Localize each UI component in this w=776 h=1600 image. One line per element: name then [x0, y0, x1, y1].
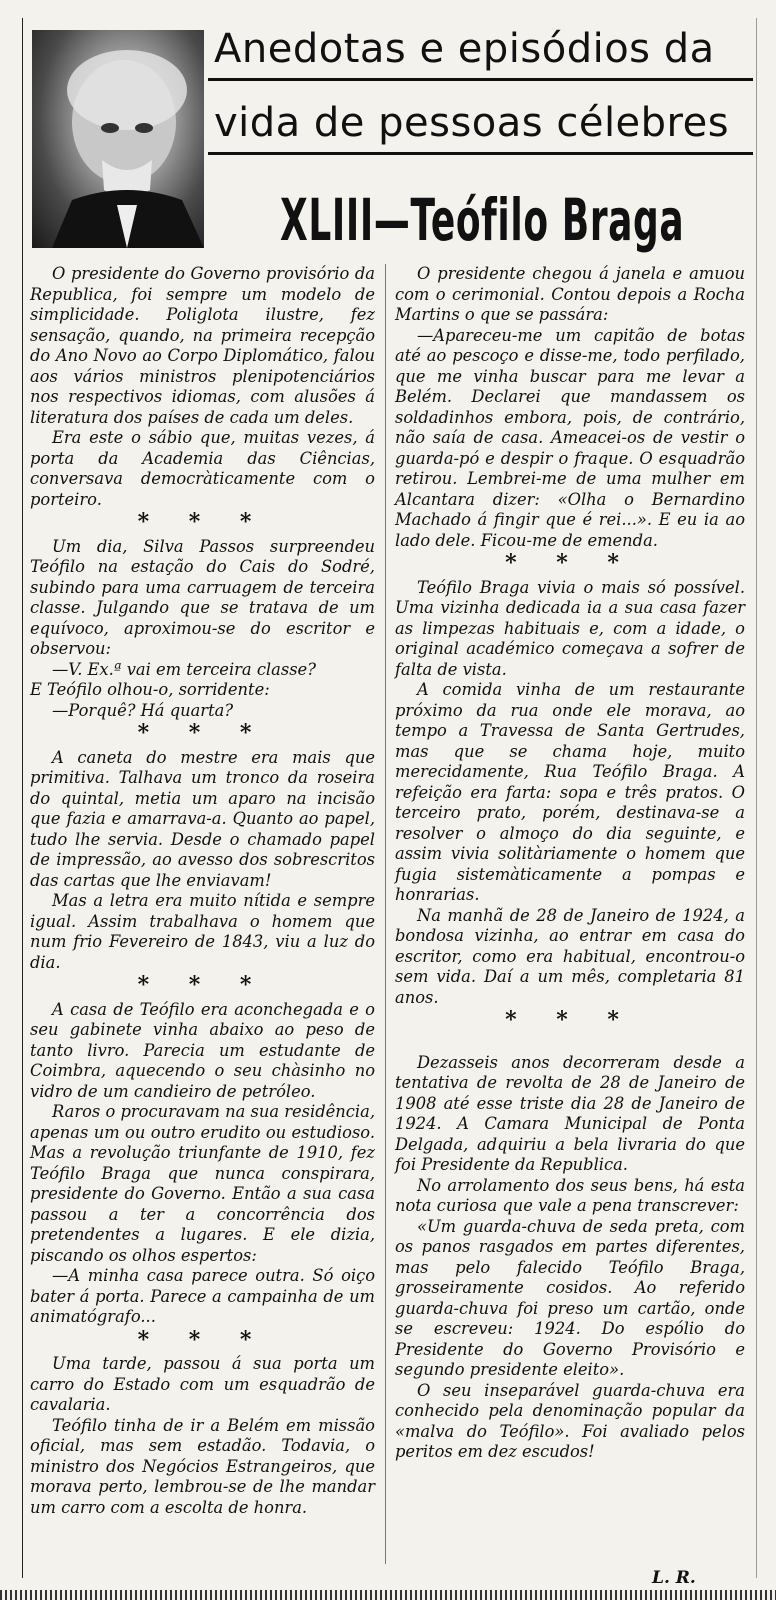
section-separator: * * * — [137, 509, 268, 535]
section-separator: * * * — [137, 720, 268, 746]
paragraph: Dezasseis anos decorreram desde a tentativa de revolta de 28 de Janeiro de 1908 até esse triste dia 28 de Janeiro de 1924. A Camara Municipal de Ponta Delgada, adquiriu a bela livraria do que foi Presidente da Republica. — [395, 1052, 745, 1174]
section-separator: * * * — [505, 550, 635, 576]
quotation: «Um guarda-chuva de seda preta, com os panos rasgados em partes diferentes, mas pelo falecido Teófilo Braga, grosseiramente cosidos. Ao referido guarda-chuva foi preso um cartão, onde se escreveu: 1924. Do espólio do Presidente do Governo Provisório e segundo presidente eleito». — [395, 1216, 745, 1379]
paragraph: O presidente chegou á janela e amuou com o cerimonial. Contou depois a Rocha Martins o que se passára: — [395, 264, 745, 324]
paragraph: A casa de Teófilo era aconchegada e o seu gabinete vinha abaixo ao peso de tanto livro. Parecia um estudante de Coimbra, aquecendo o seu chàsinho no vidro de um candieiro de petróleo. — [30, 999, 375, 1101]
dialogue-line: —V. Ex.ª vai em terceira classe? — [52, 659, 316, 679]
paragraph: Uma tarde, passou á sua porta um carro do Estado com um esquadrão de cavalaria. — [30, 1354, 375, 1414]
heading-line-2: vida de pessoas célebres — [214, 100, 730, 146]
article-subtitle: XLIII—Teófilo Braga — [280, 186, 685, 254]
paragraph: No arrolamento dos seus bens, há esta nota curiosa que vale a pena transcrever: — [395, 1175, 745, 1215]
section-separator: * * * — [505, 1007, 635, 1033]
dialogue-line: —Apareceu-me um capitão de botas até ao pescoço e disse-me, todo perfilado, que me vinha buscar para me levar a Belém. Declarei que mandassem os soldadinhos embora, pois, de contrário, não saía de casa. Ameacei-os de vestir o guarda-pó e despir o fraque. O esquadrão retirou. Lembrei-me de uma mulher em Alcantara dizer: «Olha o Bernardino Machado á fingir que é rei...». E eu ia ao lado dele. Ficou-me de emenda. — [395, 325, 745, 550]
left-column — [30, 264, 375, 1518]
paragraph: O presidente do Governo provisório da Republica, foi sempre um modelo de simplicidade. Poliglota ilustre, fez sensação, quando, na primeira recepção do Ano Novo ao Corpo Diplomático, falou aos vários ministros plenipotenciários nos respectivos idiomas, com alusões á literatura dos países de cada um deles. — [30, 264, 375, 427]
section-separator: * * * — [137, 1326, 268, 1353]
portrait-photo-icon — [32, 30, 204, 248]
heading-rule-1 — [208, 78, 753, 81]
dialogue-line: —Porquê? Há quarta? — [52, 700, 234, 720]
portrait-photo — [32, 30, 204, 248]
paragraph: Raros o procuravam na sua residência, apenas um ou outro erudito ou estudioso. Mas a revolução triunfante de 1910, fez Teófilo Braga que nunca conspirara, presidente do Governo. Então a sua casa passou a ter a concorrência dos pretendentes a lugares. E ele dizia, piscando os olhos espertos: — [30, 1102, 375, 1265]
right-column — [395, 264, 745, 1463]
dialogue-line: E Teófilo olhou-o, sorridente: — [30, 680, 270, 699]
bottom-edge-strip — [0, 1590, 776, 1600]
paragraph: Teófilo tinha de ir a Belém em missão oficial, mas sem estadão. Todavia, o ministro dos Negócios Estrangeiros, que morava perto, lembrou-se de lhe mandar um carro com a escolta de honra. — [30, 1415, 375, 1517]
left-border-rule — [22, 18, 23, 1578]
paragraph: Era este o sábio que, muitas vezes, á porta da Academia das Ciências, conversava democràticamente com o porteiro. — [30, 428, 375, 509]
paragraph: Teófilo Braga vivia o mais só possível. Uma vizinha dedicada ia a sua casa fazer as limpezas habituais e, com a idade, o original académico começava a sofrer de falta de vista. — [395, 577, 745, 679]
right-border-rule — [756, 18, 757, 1578]
paragraph: O seu inseparável guarda-chuva era conhecido pela denominação popular da «malva do Teófilo». Foi avaliado pelos peritos em dez escudos! — [395, 1380, 745, 1461]
heading-line-1: Anedotas e episódios da — [214, 26, 715, 72]
author-signature: L. R. — [652, 1568, 696, 1588]
dialogue-line: —A minha casa parece outra. Só oiço bater á porta. Parece a campainha de um animatógrafo... — [30, 1266, 375, 1326]
heading-rule-2 — [208, 152, 753, 155]
column-divider — [385, 264, 386, 1564]
section-separator: * * * — [137, 972, 268, 998]
paragraph: Um dia, Silva Passos surpreendeu Teófilo na estação do Cais do Sodré, subindo para uma carruagem de terceira classe. Julgando que se tratava de um equívoco, aproximou-se do escritor e observou: — [30, 536, 375, 658]
paragraph: A caneta do mestre era mais que primitiva. Talhava um tronco da roseira do quintal, metia um aparo na incisão que fazia e amarrava-a. Quanto ao papel, tudo lhe servia. Desde o chamado papel de impressão, ao avesso dos sobrescritos das cartas que lhe enviavam! — [30, 747, 375, 890]
paragraph: Na manhã de 28 de Janeiro de 1924, a bondosa vizinha, ao entrar em casa do escritor, como era habitual, encontrou-o sem vida. Daí a um mês, completaria 81 anos. — [395, 905, 745, 1007]
paragraph: A comida vinha de um restaurante próximo da rua onde ele morava, ao tempo a Travessa de Santa Gertrudes, mas que se chama hoje, muito merecidamente, Rua Teófilo Braga. A refeição era farta: sopa e três pratos. O terceiro prato, porém, destinava-se a resolver o almoço do dia seguinte, e assim vivia solitàriamente o homem que fugia sistemàticamente a pompas e honrarias. — [395, 680, 745, 904]
paragraph: Mas a letra era muito nítida e sempre igual. Assim trabalhava o homem que num frio Fevereiro de 1843, viu a luz do dia. — [30, 891, 375, 972]
